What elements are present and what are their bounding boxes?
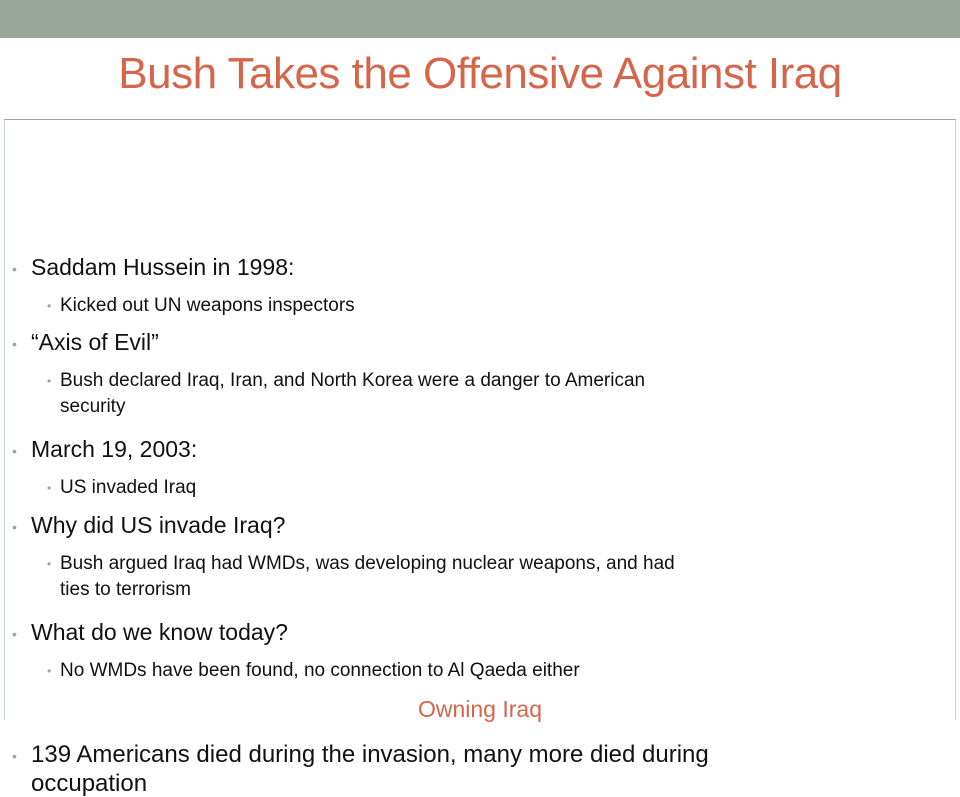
bullet-icon: • (12, 626, 17, 642)
bullet-text: Why did US invade Iraq? (31, 512, 286, 538)
bullet-text: What do we know today? (31, 619, 288, 645)
sub-bullet-text: ties to terrorism (60, 579, 191, 600)
bullet-text: occupation (31, 770, 148, 797)
bullet-text: Saddam Hussein in 1998: (31, 254, 295, 280)
bullet-text: March 19, 2003: (31, 436, 198, 462)
bullet-icon: • (47, 481, 52, 495)
bullet-text: 139 Americans died during the invasion, many more died during (31, 741, 709, 768)
bullet-icon: • (47, 374, 52, 388)
sub-bullet-text: US invaded Iraq (60, 477, 197, 498)
bullet-text: “Axis of Evil” (31, 329, 159, 355)
bullet-icon: • (12, 336, 17, 352)
sub-bullet-text: Bush declared Iraq, Iran, and North Korea were a danger to American (60, 370, 646, 391)
sub-bullet-text: Bush argued Iraq had WMDs, was developing nuclear weapons, and had (60, 553, 675, 574)
sub-bullet-text: security (60, 396, 126, 417)
sub-bullet-text: No WMDs have been found, no connection to Al Qaeda either (60, 660, 580, 681)
top-accent-bar (0, 0, 960, 38)
bullet-icon: • (12, 443, 17, 459)
bullet-icon: • (12, 748, 17, 764)
bullet-icon: • (47, 299, 52, 313)
sub-bullet-text: Kicked out UN weapons inspectors (60, 295, 355, 316)
section-subheading: Owning Iraq (417, 696, 542, 722)
slide-title: Bush Takes the Offensive Against Iraq (118, 49, 842, 98)
bullet-icon: • (12, 261, 17, 277)
bullet-icon: • (47, 557, 52, 571)
bullet-icon: • (12, 519, 17, 535)
bullet-icon: • (47, 664, 52, 678)
